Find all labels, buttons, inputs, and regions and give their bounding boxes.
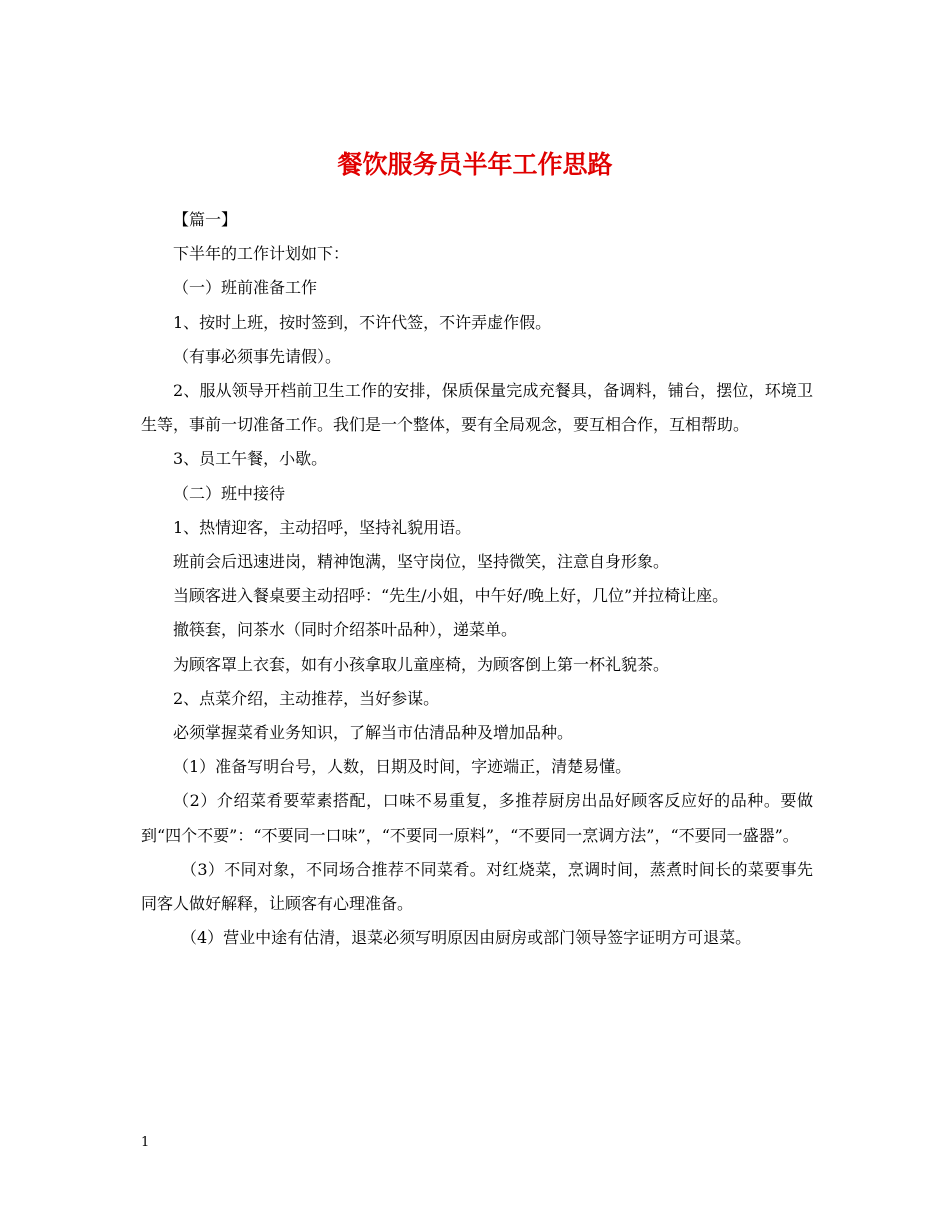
paragraph: 班前会后迅速进岗，精神饱满，坚守岗位，坚持微笑，注意自身形象。 [173,552,670,572]
paragraph: 为顾客罩上衣套，如有小孩拿取儿童座椅，为顾客倒上第一杯礼貌茶。 [173,654,670,674]
section-heading: 【篇一】 [173,210,238,229]
paragraph: 2、点菜介绍，主动推荐，当好参谋。 [173,688,440,708]
paragraph: 必须掌握菜肴业务知识，了解当市估清品种及增加品种。 [173,723,574,743]
paragraph: 撤筷套，问茶水（同时介绍茶叶品种），递菜单。 [173,620,518,640]
paragraph: （4）营业中途有估清，退菜必须写明原因由厨房或部门领导签字证明方可退菜。 [181,928,752,948]
page-number: 1 [141,1135,150,1150]
paragraph: （3）不同对象，不同场合推荐不同菜肴。对红烧菜，烹调时间，蒸煮时间长的菜要事先同客人做好解释，让顾客有心理准备。 [141,859,813,914]
paragraph: （2）介绍菜肴要荤素搭配，口味不易重复，多推荐厨房出品好顾客反应好的品种。要做到“四个不要”：“不要同一口味”，“不要同一原料”，“不要同一烹调方法”，“不要同一盛器”。 [141,791,813,845]
document-title: 餐饮服务员半年工作思路 [337,149,613,179]
subsection-heading: （一）班前准备工作 [173,278,318,298]
paragraph: 下半年的工作计划如下： [173,244,350,264]
paragraph: （1）准备写明台号，人数，日期及时间，字迹端正，清楚易懂。 [173,757,632,777]
subsection-heading: （二）班中接待 [173,483,286,503]
paragraph: 1、按时上班，按时签到，不许代签，不许弄虚作假。 [173,312,552,332]
document-body [141,203,813,955]
paragraph: 1、热情迎客，主动招呼，坚持礼貌用语。 [173,517,472,537]
paragraph: 3、员工午餐，小歇。 [173,449,328,469]
paragraph: 当顾客进入餐桌要主动招呼：“先生/小姐，中午好/晚上好，几位”并拉椅让座。 [173,586,729,606]
paragraph: 2、服从领导开档前卫生工作的安排，保质保量完成充餐具，备调料，铺台，摆位，环境卫生等，事前一切准备工作。我们是一个整体，要有全局观念，要互相合作，互相帮助。 [141,381,813,435]
paragraph: （有事必须事先请假）。 [173,346,342,366]
